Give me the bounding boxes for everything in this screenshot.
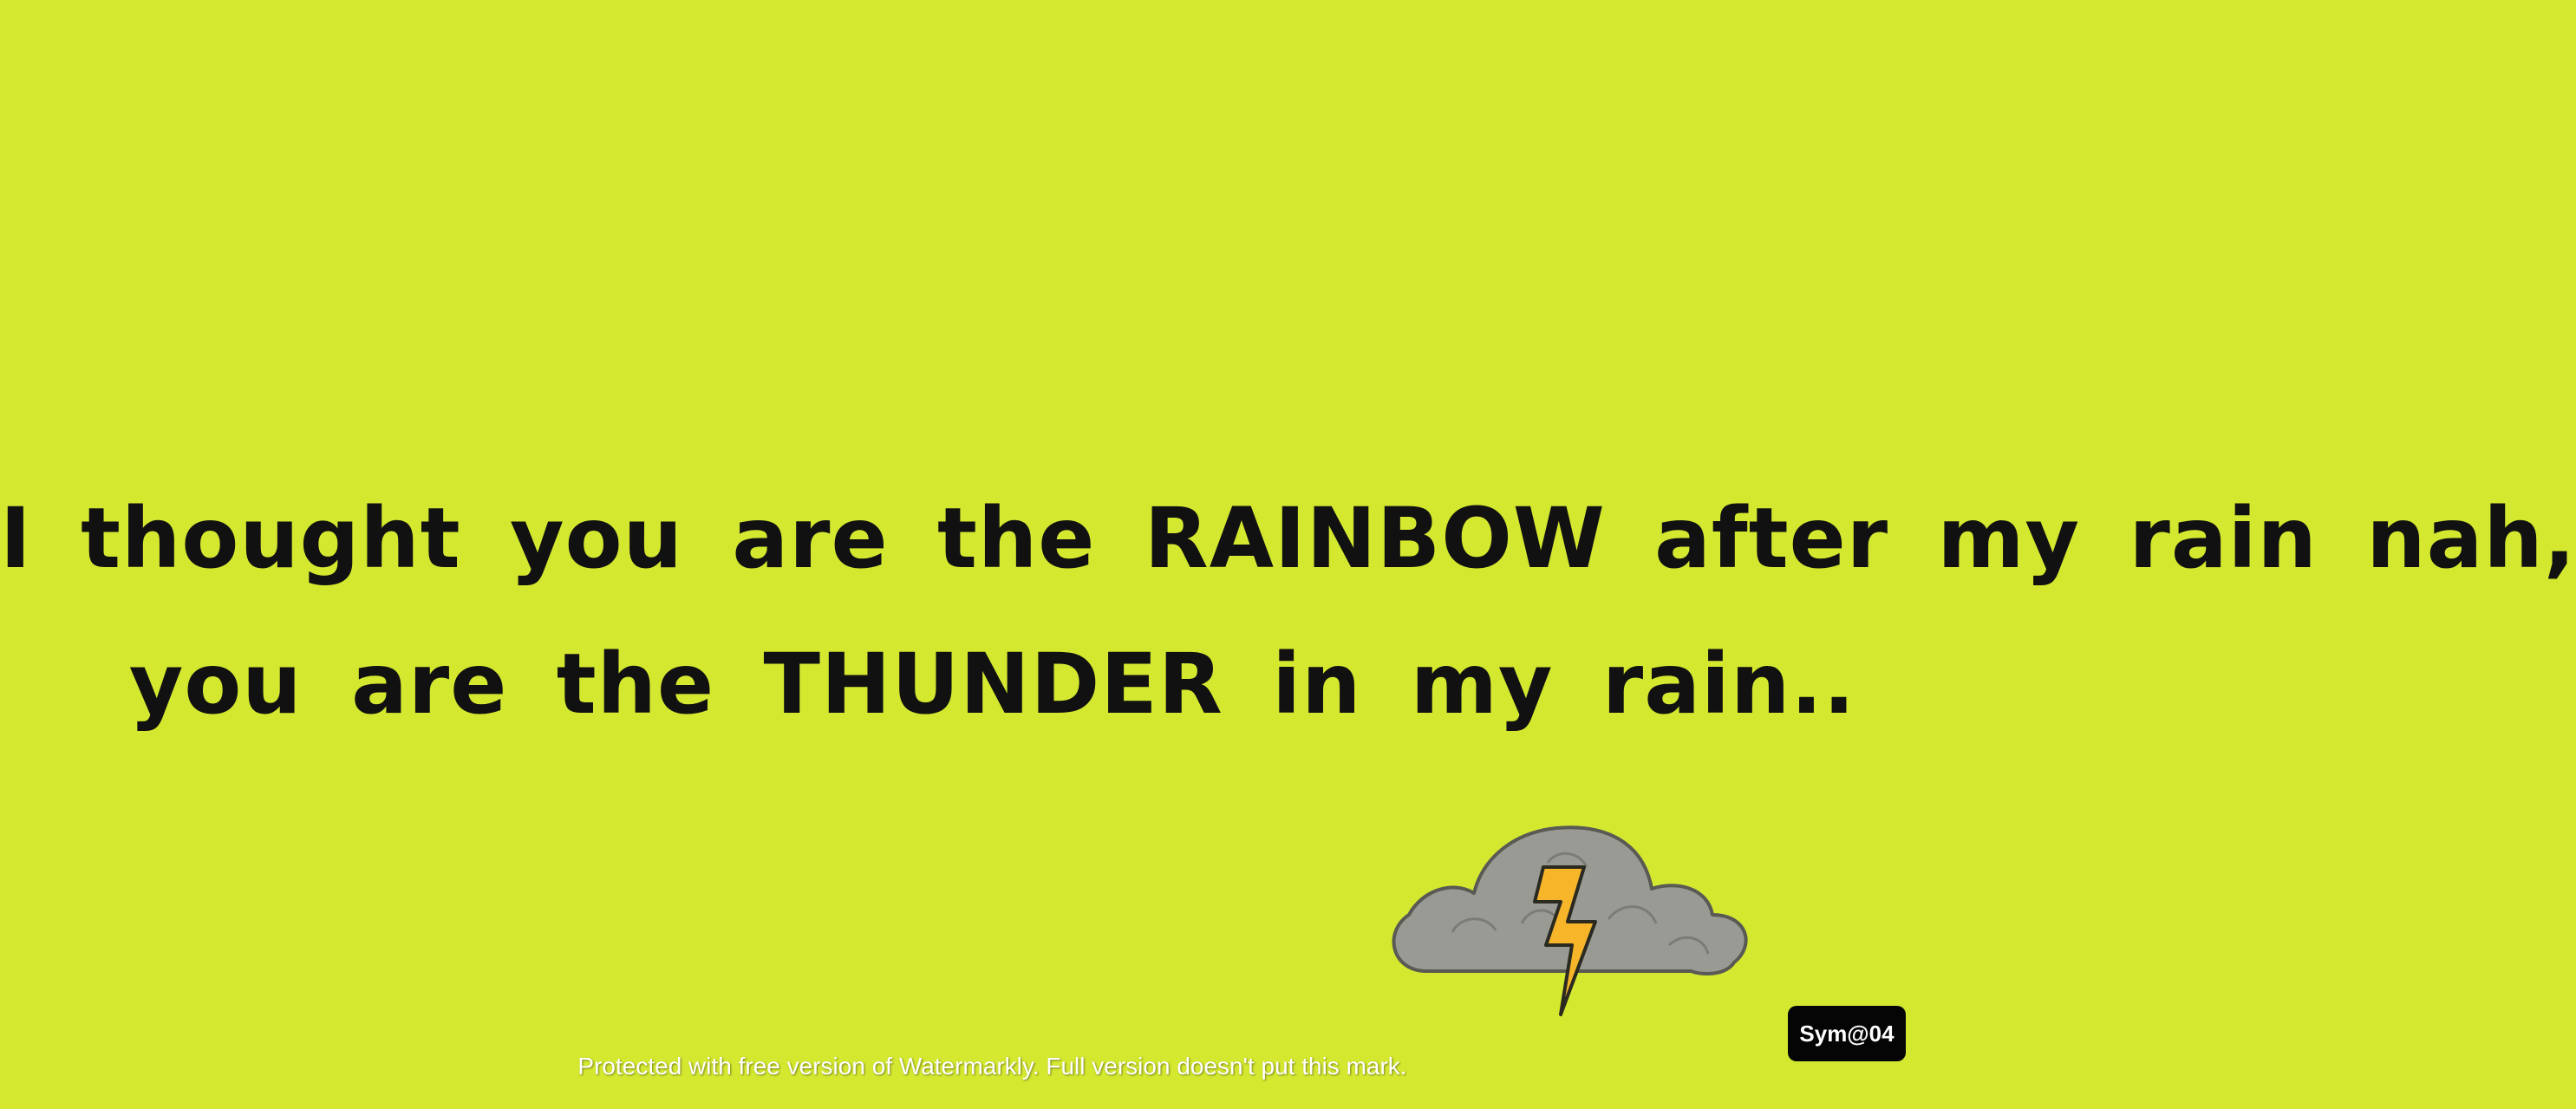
quote-line-2: you are the THUNDER in my rain.. [128,636,1856,733]
author-badge: Sym@04 [1788,1006,1906,1061]
quote-line-1: I thought you are the RAINBOW after my rain nah, [0,490,2576,587]
thunder-cloud-icon [1383,793,1764,1027]
watermark-text: Protected with free version of Watermarkly. Full version doesn't put this mark. [577,1053,1407,1080]
